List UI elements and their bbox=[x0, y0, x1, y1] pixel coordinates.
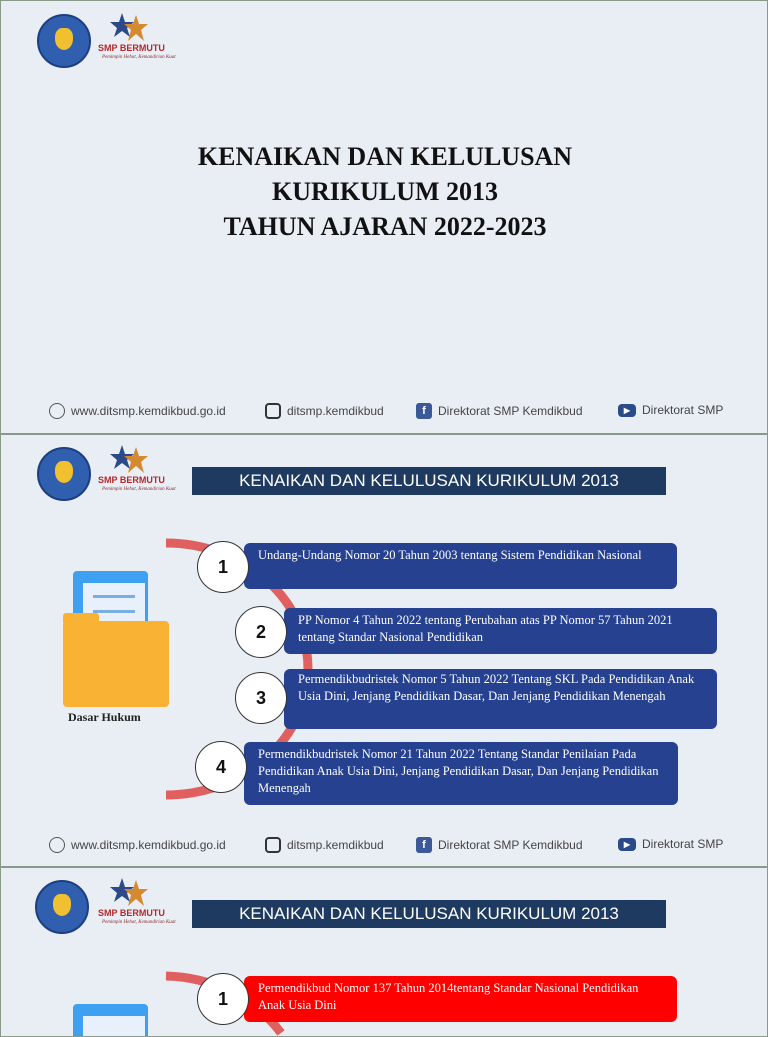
slide-header: KENAIKAN DAN KELULUSAN KURIKULUM 2013 bbox=[192, 900, 666, 928]
slide-1 bbox=[0, 0, 768, 434]
instagram-link[interactable]: ditsmp.kemdikbud bbox=[287, 838, 384, 852]
list-item: Permendikbudristek Nomor 5 Tahun 2022 Tentang SKL Pada Pendidikan Anak Usia Dini, Jenjang Pendidikan Dasar, Dan Jenjang Pendidikan Menengah bbox=[284, 669, 717, 729]
item-number: 3 bbox=[235, 672, 287, 724]
item-number: 1 bbox=[197, 541, 249, 593]
smp-bermutu-logo: SMP BERMUTU Pemimpin Hebat, Kemandirian Kuat bbox=[98, 876, 170, 930]
folder-label: Dasar Hukum bbox=[68, 710, 141, 724]
star-icon bbox=[108, 11, 152, 43]
facebook-link[interactable]: Direktorat SMP Kemdikbud bbox=[438, 404, 583, 418]
facebook-icon: f bbox=[416, 403, 432, 419]
facebook-icon: f bbox=[416, 837, 432, 853]
footer bbox=[49, 835, 739, 857]
youtube-icon: ▶ bbox=[618, 838, 636, 851]
globe-icon bbox=[49, 837, 65, 853]
list-item: Undang-Undang Nomor 20 Tahun 2003 tentang Sistem Pendidikan Nasional bbox=[244, 543, 677, 589]
list-item: Permendikbudristek Nomor 21 Tahun 2022 Tentang Standar Penilaian Pada Pendidikan Anak Usia Dini, Jenjang Pendidikan Dasar, Dan Jenjang Pendidikan Menengah bbox=[244, 742, 678, 805]
slide-header: KENAIKAN DAN KELULUSAN KURIKULUM 2013 bbox=[192, 467, 666, 495]
item-number: 2 bbox=[235, 606, 287, 658]
globe-icon bbox=[49, 403, 65, 419]
youtube-icon: ▶ bbox=[618, 404, 636, 417]
instagram-icon bbox=[265, 837, 281, 853]
instagram-link[interactable]: ditsmp.kemdikbud bbox=[287, 404, 384, 418]
youtube-link[interactable]: Direktorat SMP bbox=[642, 837, 724, 851]
smp-bermutu-logo: SMP BERMUTU Pemimpin Hebat, Kemandirian Kuat bbox=[98, 11, 170, 65]
list-item: PP Nomor 4 Tahun 2022 tentang Perubahan atas PP Nomor 57 Tahun 2021 tentang Standar Nasional Pendidikan bbox=[284, 608, 717, 654]
instagram-icon bbox=[265, 403, 281, 419]
facebook-link[interactable]: Direktorat SMP Kemdikbud bbox=[438, 838, 583, 852]
item-number: 4 bbox=[195, 741, 247, 793]
list-item: Permendikbud Nomor 137 Tahun 2014tentang Standar Nasional Pendidikan Anak Usia Dini bbox=[244, 976, 677, 1022]
smp-bermutu-logo: SMP BERMUTU Pemimpin Hebat, Kemandirian Kuat bbox=[98, 443, 170, 497]
slide-title: KENAIKAN DAN KELULUSAN KURIKULUM 2013 TAHUN AJARAN 2022-2023 bbox=[197, 142, 573, 241]
slide-2 bbox=[0, 434, 768, 867]
website-link[interactable]: www.ditsmp.kemdikbud.go.id bbox=[71, 838, 226, 852]
item-number: 1 bbox=[197, 973, 249, 1025]
youtube-link[interactable]: Direktorat SMP bbox=[642, 403, 724, 417]
slide-3 bbox=[0, 867, 768, 1037]
website-link[interactable]: www.ditsmp.kemdikbud.go.id bbox=[71, 404, 226, 418]
footer bbox=[49, 401, 739, 423]
kemdikbud-logo bbox=[37, 14, 91, 68]
